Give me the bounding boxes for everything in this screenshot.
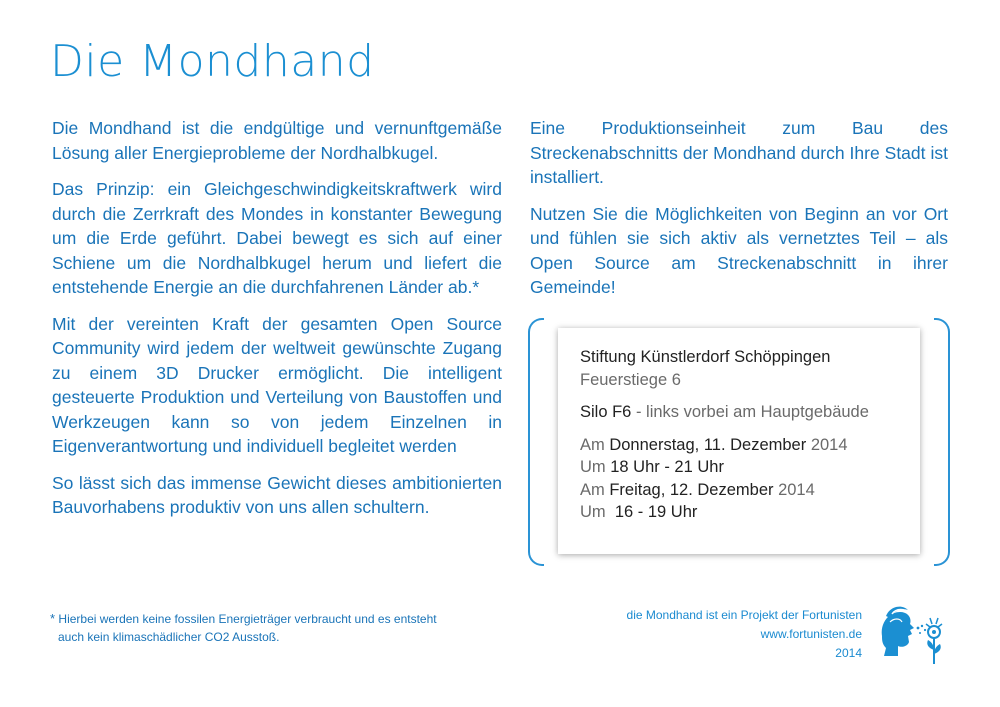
date-prefix: Am	[580, 480, 610, 499]
date-year: 2014	[806, 435, 848, 454]
paragraph: So lässt sich das immense Gewicht dieses ambitionierten Bauvorhabens produktiv von uns allen schultern.	[52, 472, 502, 517]
event-time-2	[580, 501, 898, 524]
footnote-line-2: auch kein klimaschädlicher CO2 Ausstoß.	[58, 630, 280, 644]
paragraph: Mit der vereinten Kraft der gesamten Open Source Community wird jedem der weltweit gewünschte Zugang zu einem 3D Drucker ermöglicht. Die intelligent gesteuerte Produktion und Verteilung von Baustoffen und Werkzeugen kann so von jedem Einzelnen in Eigenverantwortung und individuell begleitet werden	[52, 313, 502, 456]
location-name: Silo F6	[580, 403, 632, 421]
paragraph: Nutzen Sie die Möglichkeiten von Beginn an vor Ort und fühlen sie sich aktiv als vernetztes Teil – als Open Source am Streckenabschnitt in ihrer Gemeinde!	[530, 203, 948, 297]
paragraph: Eine Produktionseinheit zum Bau des Streckenabschnitts der Mondhand durch Ihre Stadt ist installiert.	[530, 118, 948, 187]
project-credit	[627, 606, 862, 663]
credit-year: 2014	[835, 646, 862, 660]
paragraph: Das Prinzip: ein Gleichgeschwindigkeitskraftwerk wird durch die Zerrkraft des Mondes in konstanter Bewegung um die Erde geführt. Dabei bewegt es sich auf einer Schiene um die Nordhalbkugel herum und liefert die entstehende Energie an die durchfahrenen Länder ab.*	[52, 179, 502, 297]
website-link[interactable]: www.fortunisten.de	[760, 627, 862, 641]
time-range: 18 Uhr - 21 Uhr	[610, 458, 724, 476]
footnote-line-1: Hierbei werden keine fossilen Energieträger verbraucht und es entsteht	[55, 612, 437, 626]
event-info	[528, 318, 950, 566]
event-date-1	[580, 434, 898, 457]
footnote-star: *	[50, 611, 56, 626]
time-prefix: Um	[580, 503, 615, 521]
time-prefix: Um	[580, 458, 611, 476]
right-bracket	[934, 318, 950, 566]
footnote	[50, 610, 437, 646]
date-day: Donnerstag, 11. Dezember	[609, 435, 807, 454]
event-date-2	[580, 479, 898, 502]
venue-street: Feuerstiege 6	[580, 370, 681, 389]
paragraph: Die Mondhand ist die endgültige und vernunftgemäße Lösung aller Energieprobleme der Nordhalbkugel.	[52, 118, 502, 163]
fortunisten-logo-icon	[872, 598, 952, 668]
date-prefix: Am	[580, 435, 610, 454]
date-day: Freitag, 12. Dezember	[609, 480, 774, 499]
event-info-box	[558, 328, 920, 554]
page-title: Die Mondhand	[50, 36, 375, 87]
date-year: 2014	[773, 480, 815, 499]
location-hint: - links vorbei am Hauptgebäude	[631, 403, 869, 421]
venue-name: Stiftung Künstlerdorf Schöppingen	[580, 348, 831, 366]
credit-line-1: die Mondhand ist ein Projekt der Fortunisten	[626, 608, 862, 622]
right-column	[530, 116, 948, 312]
time-range: 16 - 19 Uhr	[614, 503, 698, 521]
event-time-1	[580, 456, 898, 479]
venue-location	[580, 401, 898, 424]
left-bracket	[528, 318, 544, 566]
left-column	[52, 116, 502, 532]
